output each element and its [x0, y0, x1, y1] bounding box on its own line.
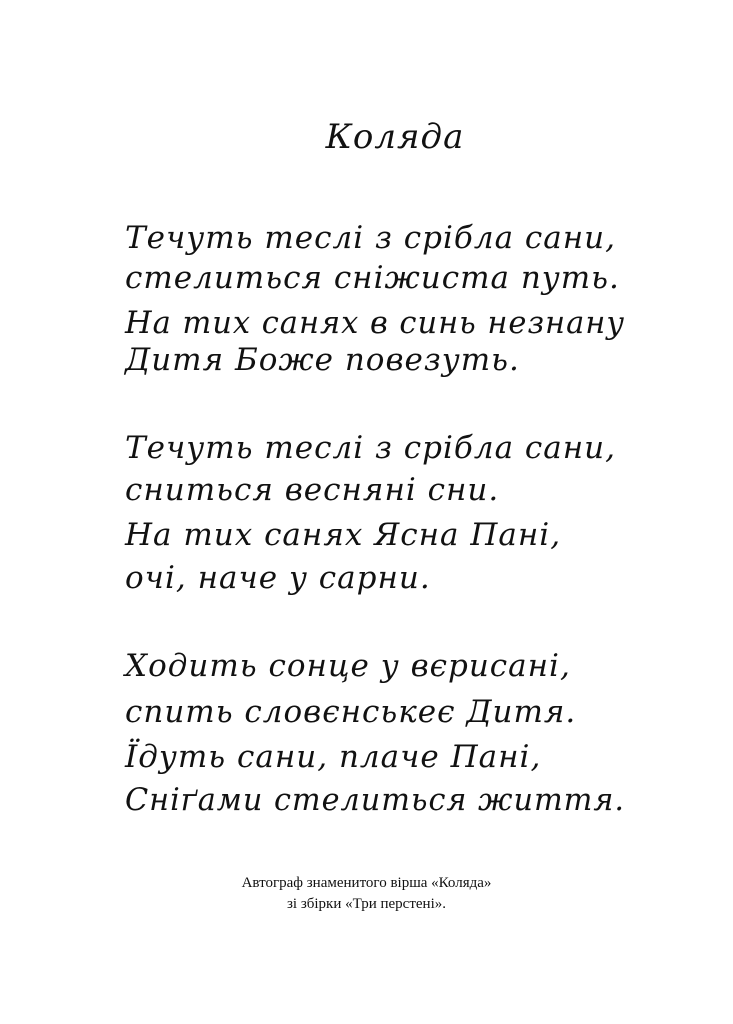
poem-line: Дитя Боже повезуть. — [125, 342, 520, 378]
poem-line: спить словєнськеє Дитя. — [125, 694, 577, 730]
poem-line: стелиться сніжиста путь. — [125, 260, 620, 296]
poem-line: сниться весняні сни. — [125, 472, 500, 508]
caption-line: зі збірки «Три перстені». — [286, 896, 446, 912]
poem-line: Ходить сонце у вєрисані, — [125, 648, 571, 684]
poem-title: Коляда — [325, 117, 465, 157]
poem-line: Течуть теслі з срібла сани, — [125, 220, 616, 256]
caption-line: Автограф знаменитого вірша «Коляда» — [241, 875, 492, 891]
poem-line: Їдуть сани, плаче Пані, — [125, 739, 542, 775]
poem-line: На тих санях в синь незнану — [124, 305, 625, 341]
poem-line: очі, наче у сарни. — [125, 560, 431, 596]
poem-line: Течуть теслі з срібла сани, — [125, 430, 616, 466]
image-caption — [0, 873, 733, 915]
poem-line: На тих санях Ясна Пані, — [125, 517, 562, 553]
poem-line: Сніґами стелиться життя. — [125, 782, 625, 818]
